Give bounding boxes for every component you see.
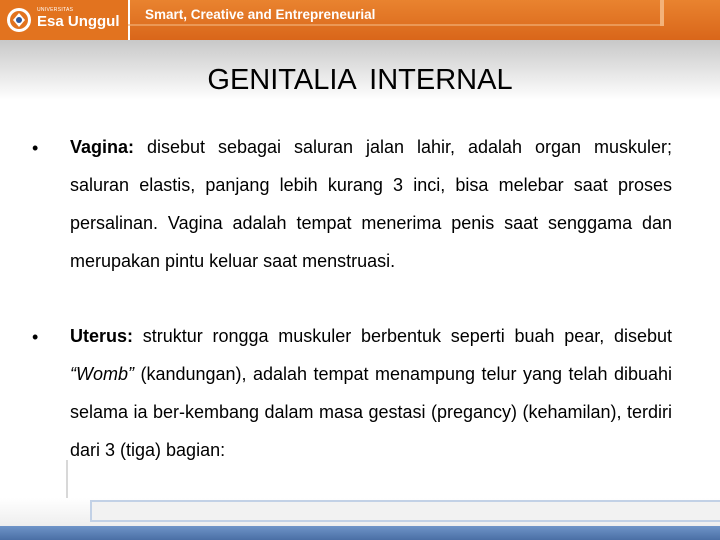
bullet-text (70, 317, 672, 469)
bullet-text (70, 128, 672, 280)
logo-emblem-icon (6, 7, 32, 33)
header-divider (128, 24, 660, 26)
slide-title: GENITALIA INTERNAL (207, 64, 513, 96)
university-logo (0, 0, 130, 40)
logo-small-text: UNIVERSITAS (37, 7, 74, 13)
logo-name: Esa Unggul (37, 13, 120, 30)
bullet-term: Uterus: (70, 326, 134, 346)
bullet-body-start: struktur rongga muskuler berbentuk seperti buah pear, disebut (133, 326, 672, 346)
header-band (0, 0, 720, 40)
header-tagline: Smart, Creative and Entrepreneurial (145, 7, 376, 22)
bullet-term: Vagina: (70, 137, 135, 157)
bullet-symbol: • (32, 327, 39, 347)
bullet-italic-term: “Womb” (70, 364, 134, 384)
footer-blue-strip (0, 526, 720, 540)
header-corner-mark (660, 0, 664, 26)
bullet-body-end: (kandungan), adalah tempat menampung telur yang telah dibuahi selama ia ber-kembang dalam masa gestasi (pregancy) (kehamilan), terdiri dari 3 (tiga) bagian: (70, 364, 672, 460)
bullet-symbol: • (32, 138, 39, 158)
footer-frame (90, 500, 720, 522)
bullet-body: disebut sebagai saluran jalan lahir, adalah organ muskuler; saluran elastis, panjang lebih kurang 3 inci, bisa melebar saat proses persalinan. Vagina adalah tempat menerima penis saat senggama dan merupakan pintu keluar saat menstruasi. (70, 137, 672, 271)
